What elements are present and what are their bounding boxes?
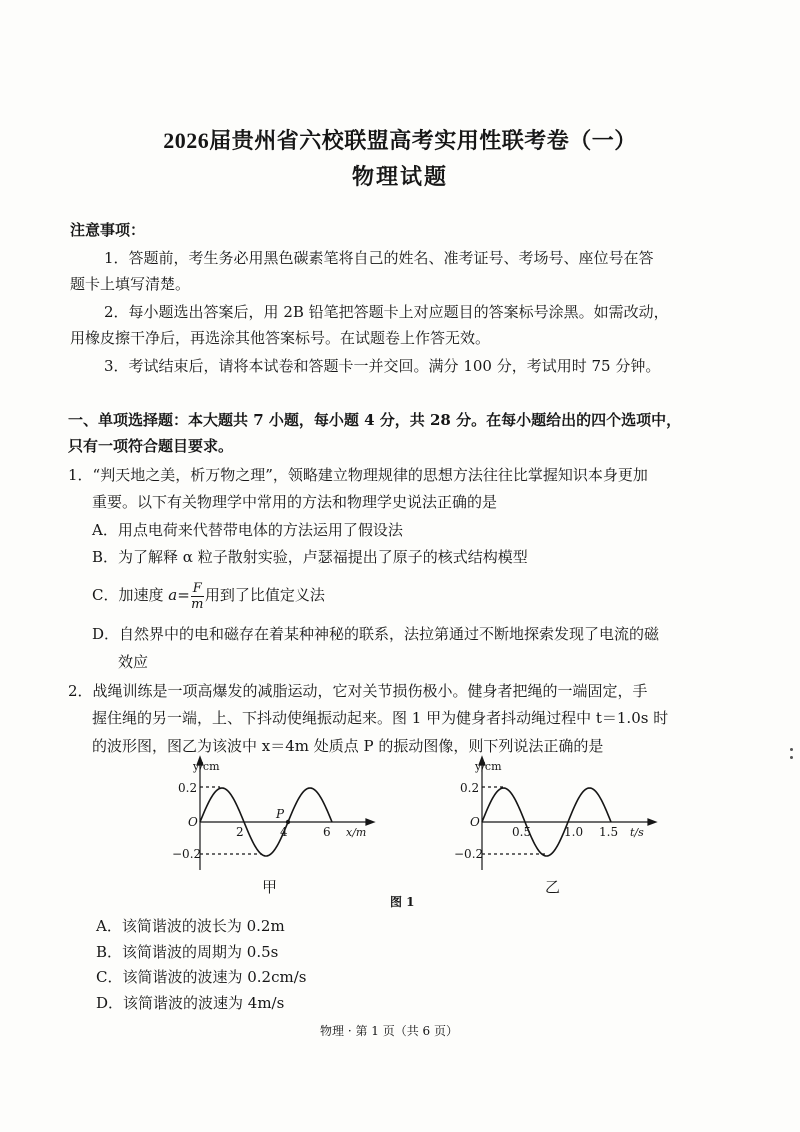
q1-stem-line1: 1．“判天地之美，析万物之理”，领略建立物理规律的思想方法往往比掌握知识本身更加 [68,466,648,484]
notice-item-2a: 2．每小题选出答案后，用 2B 铅笔把答题卡上对应题目的答案标号涂黑。如需改动， [104,303,669,321]
notice-item-1b: 题卡上填写清楚。 [70,275,191,293]
q1-option-d-line1: D．自然界中的电和磁存在着某种神秘的联系，法拉第通过不断地探索发现了电流的磁 [92,625,660,643]
q1-option-c-prefix: C．加速度 [92,586,164,604]
vibration-graph-yi [452,754,662,878]
q1-option-b: B．为了解释 α 粒子散射实验，卢瑟福提出了原子的核式结构模型 [92,548,528,566]
q1-option-c-suffix: 用到了比值定义法 [204,586,325,604]
q1-option-c-eq: = [177,586,190,604]
y-axis-label-jia: y/cm [193,760,220,773]
x-axis-arrow [366,819,374,825]
q2-stem-line3: 的波形图，图乙为该波中 x＝4m 处质点 P 的振动图像，则下列说法正确的是 [92,737,604,755]
y-tick-bottom-yi: −0.2 [454,847,484,861]
q1-option-a: A．用点电荷来代替带电体的方法运用了假设法 [92,521,403,539]
q1-option-c-var: a [168,586,178,604]
subject-title: 物理试题 [351,164,448,189]
q2-stem-line1: 2．战绳训练是一项高爆发的减脂运动，它对关节损伤极小。健身者把绳的一端固定，手 [68,682,648,700]
t-axis-label-yi: t/s [630,826,644,839]
x-tick-6: 6 [323,825,331,839]
q2-stem-line2: 握住绳的另一端，上、下抖动使绳振动起来。图 1 甲为健身者抖动绳过程中 t＝1.0s 时 [92,709,669,727]
page-footer: 物理 · 第 1 页（共 6 页） [320,1024,458,1038]
q1-option-d-line2: 效应 [118,653,149,671]
fraction-numerator: F [192,580,202,596]
q1-option-c-fraction [191,581,204,612]
figure-jia-label: 甲 [262,878,278,896]
y-tick-top-jia: 0.2 [178,781,198,795]
notice-heading: 注意事项： [70,221,146,239]
t-tick-0-5: 0.5 [512,825,532,839]
scan-speck [790,756,793,759]
t-tick-1-5: 1.5 [599,825,619,839]
x-tick-2: 2 [236,825,244,839]
q2-option-d: D．该简谐波的波速为 4m/s [96,994,285,1012]
section-heading-line2: 只有一项符合题目要求。 [68,437,234,455]
q1-stem-line2: 重要。以下有关物理学中常用的方法和物理学史说法正确的是 [92,493,498,511]
q1-option-c [92,578,325,612]
notice-item-1a: 1．答题前，考生务必用黑色碳素笔将自己的姓名、准考证号、考场号、座位号在答 [104,249,654,267]
scan-speck [790,748,793,751]
fraction-denominator: m [191,596,204,612]
figure-yi-label: 乙 [545,878,561,896]
x-tick-4: 4 [280,825,288,839]
q2-option-b: B．该简谐波的周期为 0.5s [96,943,279,961]
section-heading-line1: 一、单项选择题：本大题共 7 小题，每小题 4 分，共 28 分。在每小题给出的四个选项中， [68,411,682,429]
origin-yi: O [470,815,480,829]
q2-option-a: A．该简谐波的波长为 0.2m [96,917,285,935]
y-tick-bottom-jia: −0.2 [172,847,202,861]
x-axis-label-jia: x/m [346,826,367,839]
point-p-marker [286,820,290,824]
t-axis-arrow [648,819,656,825]
point-p-label: P [276,807,285,821]
notice-item-2b: 用橡皮擦干净后，再选涂其他答案标号。在试题卷上作答无效。 [70,329,491,347]
t-tick-1-0: 1.0 [564,825,584,839]
notice-item-3: 3．考试结束后，请将本试卷和答题卡一并交回。满分 100 分，考试用时 75 分钟。 [104,357,661,375]
figure-caption: 图 1 [390,895,415,909]
q2-option-c: C．该简谐波的波速为 0.2cm/s [96,968,307,986]
origin-jia: O [188,815,198,829]
exam-title: 2026届贵州省六校联盟高考实用性联考卷（一） [163,128,637,153]
y-axis-label-yi: y/cm [475,760,502,773]
wave-graph-jia [170,754,380,878]
y-tick-top-yi: 0.2 [460,781,480,795]
